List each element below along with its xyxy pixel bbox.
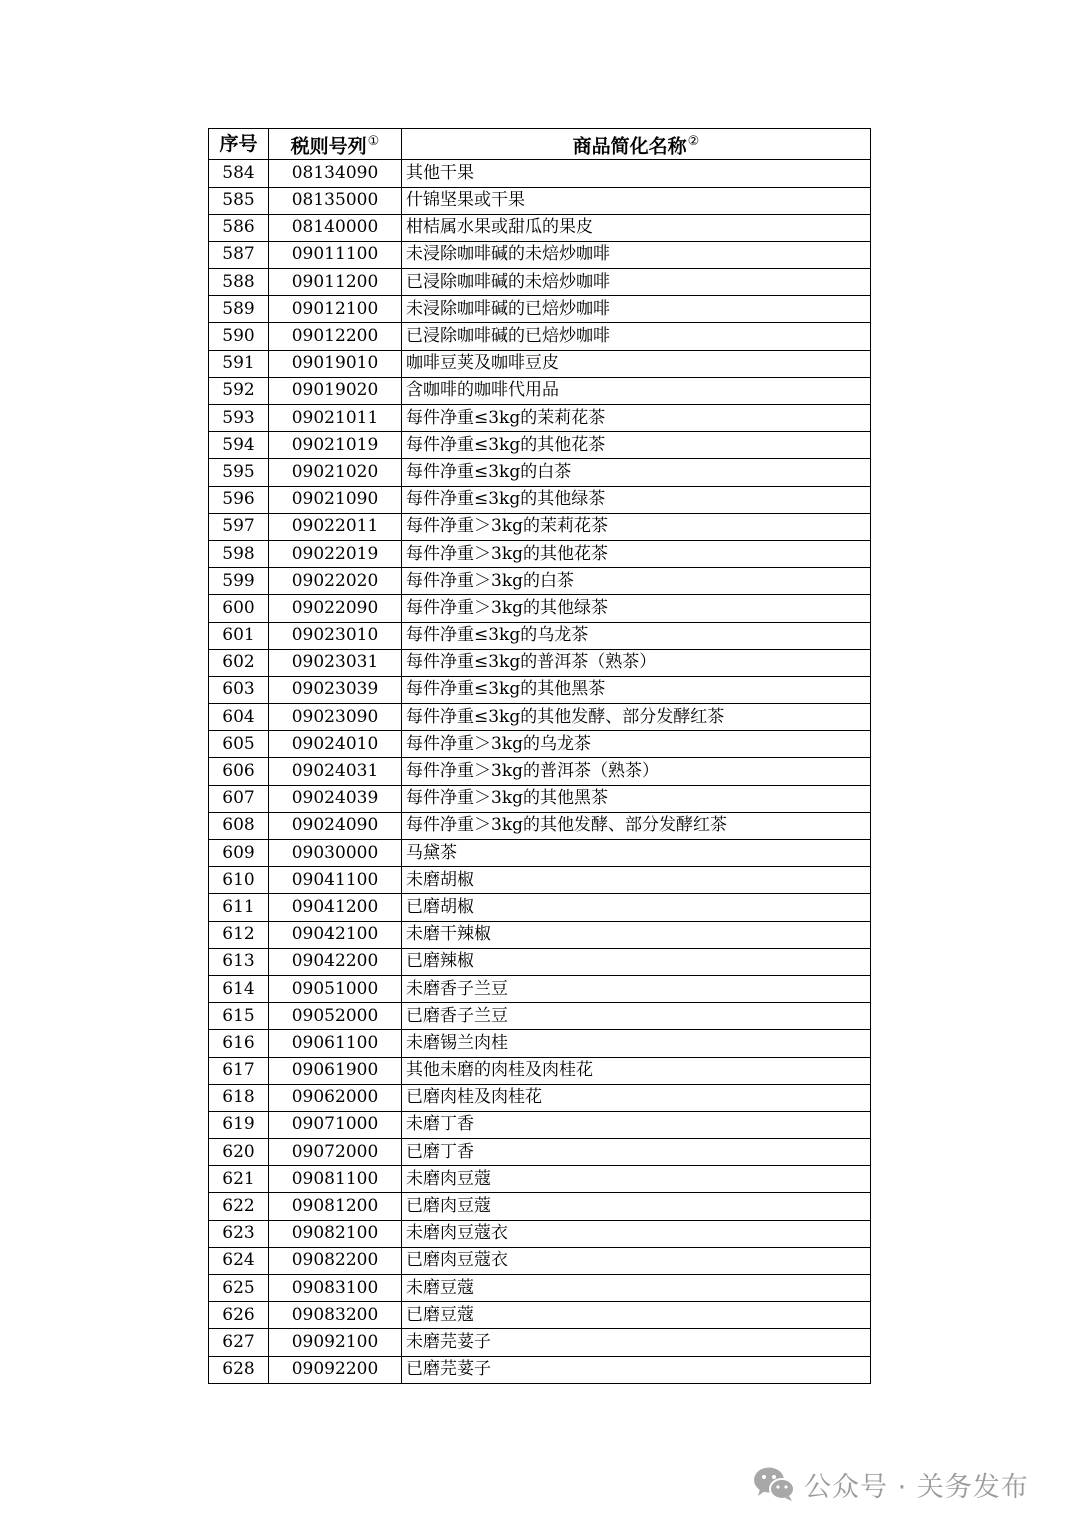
- name-cell: 未浸除咖啡碱的未焙炒咖啡: [402, 241, 871, 268]
- wechat-icon: [752, 1465, 796, 1503]
- name-cell: 未磨肉豆蔻: [402, 1166, 871, 1193]
- code-cell: 09021011: [269, 405, 402, 432]
- table-row: [209, 1084, 871, 1111]
- seq-cell: 596: [209, 486, 269, 513]
- name-cell: 已磨肉豆蔻: [402, 1193, 871, 1220]
- name-cell: 每件净重≤3kg的其他黑茶: [402, 676, 871, 703]
- code-cell: 09092200: [269, 1356, 402, 1383]
- code-cell: 09041100: [269, 867, 402, 894]
- table-row: [209, 649, 871, 676]
- seq-cell: 613: [209, 948, 269, 975]
- seq-cell: 611: [209, 894, 269, 921]
- code-cell: 09052000: [269, 1003, 402, 1030]
- table-row: [209, 758, 871, 785]
- name-cell: 未磨肉豆蔻衣: [402, 1220, 871, 1247]
- seq-cell: 610: [209, 867, 269, 894]
- name-cell: 已磨香子兰豆: [402, 1003, 871, 1030]
- seq-cell: 609: [209, 840, 269, 867]
- header-code-footnote: ①: [367, 134, 380, 149]
- name-cell: 含咖啡的咖啡代用品: [402, 377, 871, 404]
- name-cell: 未磨干辣椒: [402, 921, 871, 948]
- seq-cell: 600: [209, 595, 269, 622]
- code-cell: 09061100: [269, 1030, 402, 1057]
- table-row: [209, 867, 871, 894]
- name-cell: 已磨芫荽子: [402, 1356, 871, 1383]
- code-cell: 09030000: [269, 840, 402, 867]
- table-row: [209, 296, 871, 323]
- table-row: [209, 894, 871, 921]
- name-cell: 每件净重≤3kg的其他绿茶: [402, 486, 871, 513]
- seq-cell: 626: [209, 1302, 269, 1329]
- header-name-footnote: ②: [687, 134, 700, 149]
- code-cell: 09061900: [269, 1057, 402, 1084]
- table-row: [209, 1057, 871, 1084]
- code-cell: 09062000: [269, 1084, 402, 1111]
- name-cell: 未浸除咖啡碱的已焙炒咖啡: [402, 296, 871, 323]
- table-row: [209, 568, 871, 595]
- name-cell: 未磨芫荽子: [402, 1329, 871, 1356]
- code-cell: 09082100: [269, 1220, 402, 1247]
- table-row: [209, 731, 871, 758]
- code-cell: 09083200: [269, 1302, 402, 1329]
- table-row: [209, 513, 871, 540]
- code-cell: 09023010: [269, 622, 402, 649]
- code-cell: 09024039: [269, 785, 402, 812]
- seq-cell: 605: [209, 731, 269, 758]
- code-cell: 09022020: [269, 568, 402, 595]
- name-cell: 未磨胡椒: [402, 867, 871, 894]
- code-cell: 09024031: [269, 758, 402, 785]
- code-cell: 09012200: [269, 323, 402, 350]
- table-body: [209, 160, 871, 1383]
- table-row: [209, 948, 871, 975]
- watermark-text: 公众号 · 关务发布: [804, 1471, 1029, 1503]
- code-cell: 09012100: [269, 296, 402, 323]
- header-seq: [209, 129, 269, 160]
- table-row: [209, 595, 871, 622]
- name-cell: 什锦坚果或干果: [402, 187, 871, 214]
- table-row: [209, 1302, 871, 1329]
- table-row: [209, 1111, 871, 1138]
- code-cell: 09023090: [269, 704, 402, 731]
- name-cell: 每件净重≤3kg的其他花茶: [402, 432, 871, 459]
- code-cell: 09051000: [269, 975, 402, 1002]
- name-cell: 每件净重＞3kg的其他绿茶: [402, 595, 871, 622]
- name-cell: 已磨豆蔻: [402, 1302, 871, 1329]
- table-row: [209, 214, 871, 241]
- table-header: [209, 129, 871, 160]
- name-cell: 已磨胡椒: [402, 894, 871, 921]
- table-row: [209, 840, 871, 867]
- seq-cell: 607: [209, 785, 269, 812]
- name-cell: 已浸除咖啡碱的已焙炒咖啡: [402, 323, 871, 350]
- table-row: [209, 377, 871, 404]
- seq-cell: 595: [209, 459, 269, 486]
- name-cell: 已磨肉桂及肉桂花: [402, 1084, 871, 1111]
- name-cell: 未磨香子兰豆: [402, 975, 871, 1002]
- seq-cell: 621: [209, 1166, 269, 1193]
- seq-cell: 592: [209, 377, 269, 404]
- seq-cell: 623: [209, 1220, 269, 1247]
- code-cell: 09011200: [269, 269, 402, 296]
- name-cell: 每件净重≤3kg的茉莉花茶: [402, 405, 871, 432]
- header-row: [209, 129, 871, 160]
- seq-cell: 612: [209, 921, 269, 948]
- seq-cell: 603: [209, 676, 269, 703]
- table-row: [209, 622, 871, 649]
- table-row: [209, 432, 871, 459]
- code-cell: 09021020: [269, 459, 402, 486]
- code-cell: 09042200: [269, 948, 402, 975]
- code-cell: 08134090: [269, 160, 402, 187]
- name-cell: 未磨锡兰肉桂: [402, 1030, 871, 1057]
- code-cell: 09022011: [269, 513, 402, 540]
- header-code-label: 税则号列: [290, 135, 367, 158]
- name-cell: 每件净重＞3kg的乌龙茶: [402, 731, 871, 758]
- table-row: [209, 1275, 871, 1302]
- seq-cell: 590: [209, 323, 269, 350]
- table-row: [209, 1329, 871, 1356]
- seq-cell: 589: [209, 296, 269, 323]
- name-cell: 每件净重≤3kg的白茶: [402, 459, 871, 486]
- seq-cell: 625: [209, 1275, 269, 1302]
- name-cell: 其他未磨的肉桂及肉桂花: [402, 1057, 871, 1084]
- code-cell: 09011100: [269, 241, 402, 268]
- code-cell: 09023039: [269, 676, 402, 703]
- table-row: [209, 676, 871, 703]
- table-row: [209, 1166, 871, 1193]
- code-cell: 09081100: [269, 1166, 402, 1193]
- code-cell: 09083100: [269, 1275, 402, 1302]
- name-cell: 其他干果: [402, 160, 871, 187]
- table-row: [209, 1193, 871, 1220]
- code-cell: 09022019: [269, 540, 402, 567]
- seq-cell: 601: [209, 622, 269, 649]
- seq-cell: 608: [209, 812, 269, 839]
- seq-cell: 594: [209, 432, 269, 459]
- seq-cell: 593: [209, 405, 269, 432]
- seq-cell: 622: [209, 1193, 269, 1220]
- table-row: [209, 323, 871, 350]
- name-cell: 马黛茶: [402, 840, 871, 867]
- table-row: [209, 1220, 871, 1247]
- table-row: [209, 405, 871, 432]
- header-name-label: 商品简化名称: [572, 135, 687, 158]
- seq-cell: 614: [209, 975, 269, 1002]
- watermark: [752, 1462, 1029, 1506]
- name-cell: 已磨肉豆蔻衣: [402, 1247, 871, 1274]
- name-cell: 每件净重≤3kg的乌龙茶: [402, 622, 871, 649]
- seq-cell: 584: [209, 160, 269, 187]
- table-row: [209, 241, 871, 268]
- code-cell: 09021019: [269, 432, 402, 459]
- code-cell: 09082200: [269, 1247, 402, 1274]
- code-cell: 09042100: [269, 921, 402, 948]
- table-row: [209, 540, 871, 567]
- seq-cell: 591: [209, 350, 269, 377]
- name-cell: 已浸除咖啡碱的未焙炒咖啡: [402, 269, 871, 296]
- code-cell: 09021090: [269, 486, 402, 513]
- table-row: [209, 1247, 871, 1274]
- code-cell: 09072000: [269, 1139, 402, 1166]
- code-cell: 09019010: [269, 350, 402, 377]
- header-seq-label: 序号: [219, 132, 258, 155]
- seq-cell: 616: [209, 1030, 269, 1057]
- table-row: [209, 1003, 871, 1030]
- code-cell: 09081200: [269, 1193, 402, 1220]
- table-row: [209, 160, 871, 187]
- table-row: [209, 350, 871, 377]
- seq-cell: 585: [209, 187, 269, 214]
- table-row: [209, 704, 871, 731]
- seq-cell: 598: [209, 540, 269, 567]
- seq-cell: 627: [209, 1329, 269, 1356]
- name-cell: 未磨丁香: [402, 1111, 871, 1138]
- seq-cell: 606: [209, 758, 269, 785]
- code-cell: 09022090: [269, 595, 402, 622]
- header-name: [402, 129, 871, 160]
- name-cell: 每件净重＞3kg的其他黑茶: [402, 785, 871, 812]
- code-cell: 08140000: [269, 214, 402, 241]
- name-cell: 已磨丁香: [402, 1139, 871, 1166]
- code-cell: 09092100: [269, 1329, 402, 1356]
- seq-cell: 619: [209, 1111, 269, 1138]
- seq-cell: 604: [209, 704, 269, 731]
- seq-cell: 602: [209, 649, 269, 676]
- table-row: [209, 1356, 871, 1383]
- name-cell: 每件净重≤3kg的其他发酵、部分发酵红茶: [402, 704, 871, 731]
- seq-cell: 588: [209, 269, 269, 296]
- name-cell: 柑桔属水果或甜瓜的果皮: [402, 214, 871, 241]
- code-cell: 09024010: [269, 731, 402, 758]
- table-row: [209, 187, 871, 214]
- code-cell: 09024090: [269, 812, 402, 839]
- table-row: [209, 1030, 871, 1057]
- code-cell: 09023031: [269, 649, 402, 676]
- name-cell: 每件净重＞3kg的其他花茶: [402, 540, 871, 567]
- table-row: [209, 486, 871, 513]
- code-cell: 08135000: [269, 187, 402, 214]
- table-row: [209, 975, 871, 1002]
- seq-cell: 618: [209, 1084, 269, 1111]
- code-cell: 09071000: [269, 1111, 402, 1138]
- table-row: [209, 785, 871, 812]
- name-cell: 每件净重≤3kg的普洱茶（熟茶）: [402, 649, 871, 676]
- name-cell: 每件净重＞3kg的普洱茶（熟茶）: [402, 758, 871, 785]
- code-cell: 09041200: [269, 894, 402, 921]
- name-cell: 已磨辣椒: [402, 948, 871, 975]
- name-cell: 咖啡豆荚及咖啡豆皮: [402, 350, 871, 377]
- header-code: [269, 129, 402, 160]
- seq-cell: 597: [209, 513, 269, 540]
- table-row: [209, 1139, 871, 1166]
- name-cell: 每件净重＞3kg的其他发酵、部分发酵红茶: [402, 812, 871, 839]
- seq-cell: 617: [209, 1057, 269, 1084]
- seq-cell: 599: [209, 568, 269, 595]
- seq-cell: 586: [209, 214, 269, 241]
- table-row: [209, 459, 871, 486]
- seq-cell: 615: [209, 1003, 269, 1030]
- table-row: [209, 921, 871, 948]
- seq-cell: 624: [209, 1247, 269, 1274]
- table-row: [209, 269, 871, 296]
- seq-cell: 587: [209, 241, 269, 268]
- name-cell: 未磨豆蔻: [402, 1275, 871, 1302]
- table-row: [209, 812, 871, 839]
- name-cell: 每件净重＞3kg的白茶: [402, 568, 871, 595]
- seq-cell: 628: [209, 1356, 269, 1383]
- seq-cell: 620: [209, 1139, 269, 1166]
- name-cell: 每件净重＞3kg的茉莉花茶: [402, 513, 871, 540]
- code-cell: 09019020: [269, 377, 402, 404]
- tariff-table: [208, 128, 871, 1384]
